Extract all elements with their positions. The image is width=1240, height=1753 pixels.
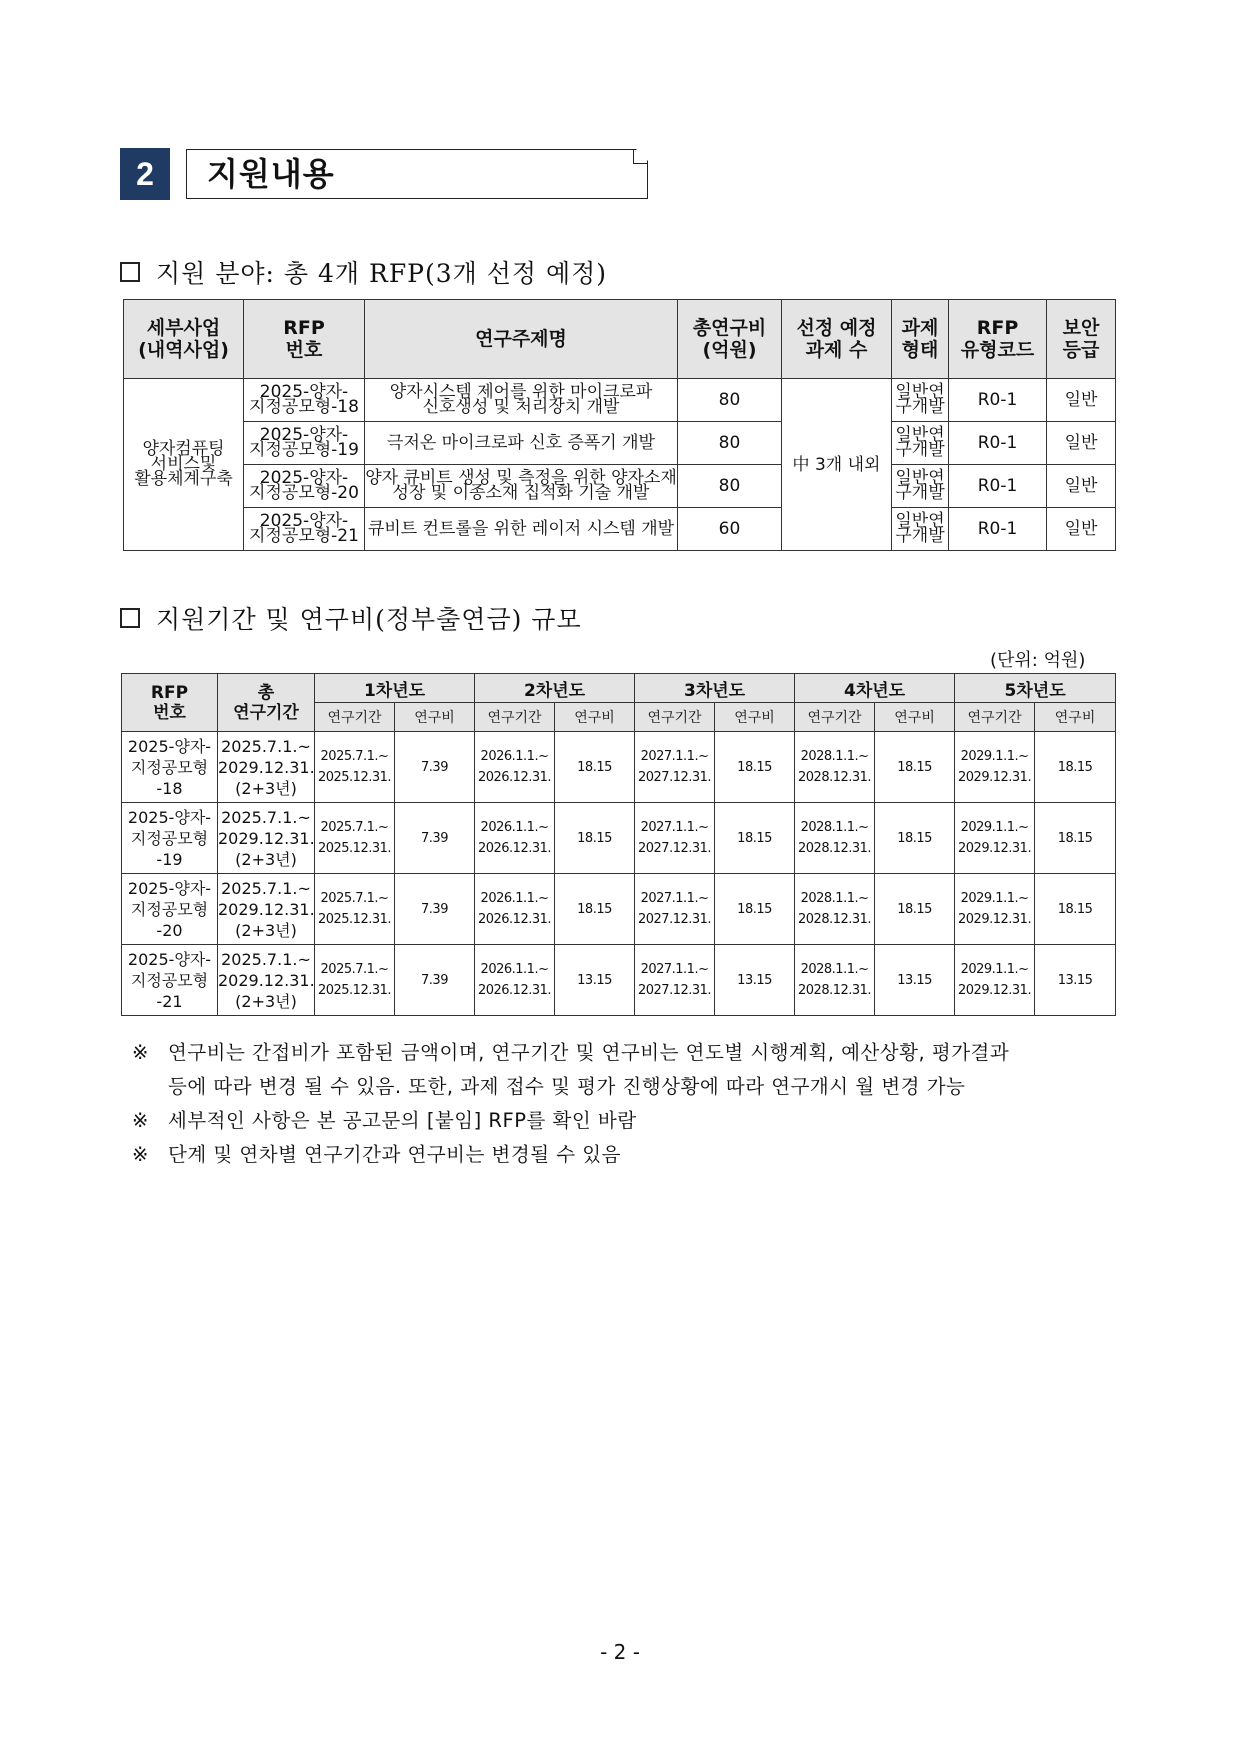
total-period-cell: 2025.7.1.~ 2029.12.31. (2+3년) <box>218 945 315 1016</box>
year-period-cell: 2029.1.1.~ 2029.12.31. <box>955 874 1035 945</box>
project-type-cell: 일반연 구개발 <box>892 422 949 465</box>
year-cost-cell: 18.15 <box>555 874 635 945</box>
total-period-cell: 2025.7.1.~ 2029.12.31. (2+3년) <box>218 874 315 945</box>
checkbox-square-icon <box>120 608 140 628</box>
header-cost: 연구비 <box>875 703 955 732</box>
unit-label: (단위: 억원) <box>990 650 1086 671</box>
topic-cell: 큐비트 컨트롤을 위한 레이저 시스템 개발 <box>365 508 678 551</box>
header-year-1: 1차년도 <box>315 674 475 703</box>
year-cost-cell: 13.15 <box>715 945 795 1016</box>
security-cell: 일반 <box>1047 422 1116 465</box>
topic-cell: 양자 큐비트 생성 및 측정을 위한 양자소재 성장 및 이종소재 집적화 기술 개발 <box>365 465 678 508</box>
header-security: 보안 등급 <box>1047 300 1116 379</box>
rfp-code-cell: R0-1 <box>949 379 1047 422</box>
year-period-cell: 2027.1.1.~ 2027.12.31. <box>635 732 715 803</box>
rfp-number-cell: 2025-양자- 지정공모형 -19 <box>122 803 218 874</box>
note-text: 세부적인 사항은 본 공고문의 [붙임] RFP를 확인 바람 <box>168 1109 637 1132</box>
section-title: 지원내용 <box>207 155 335 193</box>
project-type-cell: 일반연 구개발 <box>892 379 949 422</box>
year-cost-cell: 7.39 <box>395 874 475 945</box>
year-cost-cell: 18.15 <box>1035 874 1116 945</box>
header-period: 연구기간 <box>635 703 715 732</box>
topic-cell: 양자시스템 제어를 위한 마이크로파 신호생성 및 처리장치 개발 <box>365 379 678 422</box>
header-year-5: 5차년도 <box>955 674 1116 703</box>
year-period-cell: 2025.7.1.~ 2025.12.31. <box>315 874 395 945</box>
note-text: 연구비는 간접비가 포함된 금액이며, 연구기간 및 연구비는 연도별 시행계획, 예산상황, 평가결과 등에 따라 변경 될 수 있음. 또한, 과제 접수 및 평가 진행상황에 따라 연구개시 월 변경 가능 <box>168 1041 1010 1098</box>
checkbox-square-icon <box>120 262 140 282</box>
table-row <box>122 874 1116 945</box>
header-period: 연구기간 <box>475 703 555 732</box>
note-item <box>132 1036 1009 1104</box>
year-period-cell: 2027.1.1.~ 2027.12.31. <box>635 945 715 1016</box>
year-cost-cell: 18.15 <box>715 732 795 803</box>
table-header-row <box>124 300 1116 379</box>
year-period-cell: 2026.1.1.~ 2026.12.31. <box>475 945 555 1016</box>
header-period: 연구기간 <box>955 703 1035 732</box>
table-row <box>124 422 1116 465</box>
heading-period-budget <box>120 600 582 636</box>
note-item <box>132 1104 1009 1138</box>
support-field-table <box>123 299 1116 551</box>
year-cost-cell: 7.39 <box>395 732 475 803</box>
year-period-cell: 2026.1.1.~ 2026.12.31. <box>475 732 555 803</box>
rfp-number-cell: 2025-양자- 지정공모형 -20 <box>122 874 218 945</box>
project-type-cell: 일반연 구개발 <box>892 465 949 508</box>
header-selection-count: 선정 예정 과제 수 <box>782 300 892 379</box>
header-total-period: 총 연구기간 <box>218 674 315 732</box>
total-period-cell: 2025.7.1.~ 2029.12.31. (2+3년) <box>218 732 315 803</box>
header-year-4: 4차년도 <box>795 674 955 703</box>
rfp-number-cell: 2025-양자- 지정공모형 -18 <box>122 732 218 803</box>
rfp-number-cell: 2025-양자- 지정공모형-18 <box>244 379 365 422</box>
security-cell: 일반 <box>1047 508 1116 551</box>
rfp-code-cell: R0-1 <box>949 422 1047 465</box>
topic-cell: 극저온 마이크로파 신호 증폭기 개발 <box>365 422 678 465</box>
heading-text: 지원 분야: 총 4개 RFP(3개 선정 예정) <box>156 259 608 288</box>
header-budget: 총연구비 (억원) <box>678 300 782 379</box>
year-cost-cell: 13.15 <box>875 945 955 1016</box>
selection-count-cell: 中 3개 내외 <box>782 379 892 551</box>
period-budget-body <box>122 732 1116 1016</box>
rfp-code-cell: R0-1 <box>949 508 1047 551</box>
rfp-code-cell: R0-1 <box>949 465 1047 508</box>
table-row <box>124 379 1116 422</box>
heading-text: 지원기간 및 연구비(정부출연금) 규모 <box>156 605 582 634</box>
year-cost-cell: 18.15 <box>555 803 635 874</box>
budget-cell: 80 <box>678 379 782 422</box>
table-row <box>122 803 1116 874</box>
header-rfp-number: RFP 번호 <box>244 300 365 379</box>
rfp-number-cell: 2025-양자- 지정공모형-21 <box>244 508 365 551</box>
year-period-cell: 2029.1.1.~ 2029.12.31. <box>955 732 1035 803</box>
header-rfp-number: RFP 번호 <box>122 674 218 732</box>
year-period-cell: 2027.1.1.~ 2027.12.31. <box>635 874 715 945</box>
header-topic: 연구주제명 <box>365 300 678 379</box>
year-cost-cell: 18.15 <box>875 803 955 874</box>
page-number: - 2 - <box>600 1640 640 1664</box>
year-period-cell: 2025.7.1.~ 2025.12.31. <box>315 945 395 1016</box>
header-project-type: 과제 형태 <box>892 300 949 379</box>
heading-support-field <box>120 254 607 290</box>
year-cost-cell: 18.15 <box>1035 732 1116 803</box>
table-row <box>124 508 1116 551</box>
budget-cell: 80 <box>678 422 782 465</box>
year-period-cell: 2025.7.1.~ 2025.12.31. <box>315 803 395 874</box>
year-period-cell: 2027.1.1.~ 2027.12.31. <box>635 803 715 874</box>
year-cost-cell: 18.15 <box>1035 803 1116 874</box>
header-cost: 연구비 <box>715 703 795 732</box>
notes-list <box>132 1036 1009 1172</box>
header-year-2: 2차년도 <box>475 674 635 703</box>
table-row <box>122 945 1116 1016</box>
header-cost: 연구비 <box>555 703 635 732</box>
note-mark: ※ <box>132 1109 149 1132</box>
section-number: 2 <box>120 148 170 200</box>
rfp-number-cell: 2025-양자- 지정공모형-20 <box>244 465 365 508</box>
project-type-cell: 일반연 구개발 <box>892 508 949 551</box>
year-cost-cell: 13.15 <box>1035 945 1116 1016</box>
note-mark: ※ <box>132 1143 149 1166</box>
year-cost-cell: 18.15 <box>875 874 955 945</box>
note-item <box>132 1138 1009 1172</box>
year-period-cell: 2029.1.1.~ 2029.12.31. <box>955 803 1035 874</box>
year-cost-cell: 7.39 <box>395 803 475 874</box>
year-period-cell: 2026.1.1.~ 2026.12.31. <box>475 874 555 945</box>
security-cell: 일반 <box>1047 465 1116 508</box>
security-cell: 일반 <box>1047 379 1116 422</box>
note-mark: ※ <box>132 1041 149 1064</box>
year-period-cell: 2025.7.1.~ 2025.12.31. <box>315 732 395 803</box>
budget-cell: 80 <box>678 465 782 508</box>
sub-business-cell: 양자컴퓨팅 서비스및 활용체계구축 <box>124 379 244 551</box>
section-title-box <box>186 149 648 199</box>
header-year-3: 3차년도 <box>635 674 795 703</box>
year-cost-cell: 18.15 <box>555 732 635 803</box>
period-budget-table <box>121 673 1116 1016</box>
section-header <box>120 148 650 200</box>
year-period-cell: 2028.1.1.~ 2028.12.31. <box>795 803 875 874</box>
budget-cell: 60 <box>678 508 782 551</box>
rfp-number-cell: 2025-양자- 지정공모형-19 <box>244 422 365 465</box>
note-text: 단계 및 연차별 연구기간과 연구비는 변경될 수 있음 <box>168 1143 621 1166</box>
year-period-cell: 2029.1.1.~ 2029.12.31. <box>955 945 1035 1016</box>
header-period: 연구기간 <box>795 703 875 732</box>
table-row <box>124 465 1116 508</box>
year-period-cell: 2028.1.1.~ 2028.12.31. <box>795 874 875 945</box>
header-cost: 연구비 <box>1035 703 1116 732</box>
year-period-cell: 2026.1.1.~ 2026.12.31. <box>475 803 555 874</box>
total-period-cell: 2025.7.1.~ 2029.12.31. (2+3년) <box>218 803 315 874</box>
year-cost-cell: 13.15 <box>555 945 635 1016</box>
rfp-number-cell: 2025-양자- 지정공모형 -21 <box>122 945 218 1016</box>
year-cost-cell: 18.15 <box>715 803 795 874</box>
table-header-row <box>122 674 1116 703</box>
header-sub-business: 세부사업 (내역사업) <box>124 300 244 379</box>
table-row <box>122 732 1116 803</box>
year-cost-cell: 7.39 <box>395 945 475 1016</box>
year-cost-cell: 18.15 <box>875 732 955 803</box>
header-rfp-code: RFP 유형코드 <box>949 300 1047 379</box>
header-period: 연구기간 <box>315 703 395 732</box>
folded-corner-line <box>633 150 647 164</box>
header-cost: 연구비 <box>395 703 475 732</box>
year-cost-cell: 18.15 <box>715 874 795 945</box>
year-period-cell: 2028.1.1.~ 2028.12.31. <box>795 732 875 803</box>
year-period-cell: 2028.1.1.~ 2028.12.31. <box>795 945 875 1016</box>
